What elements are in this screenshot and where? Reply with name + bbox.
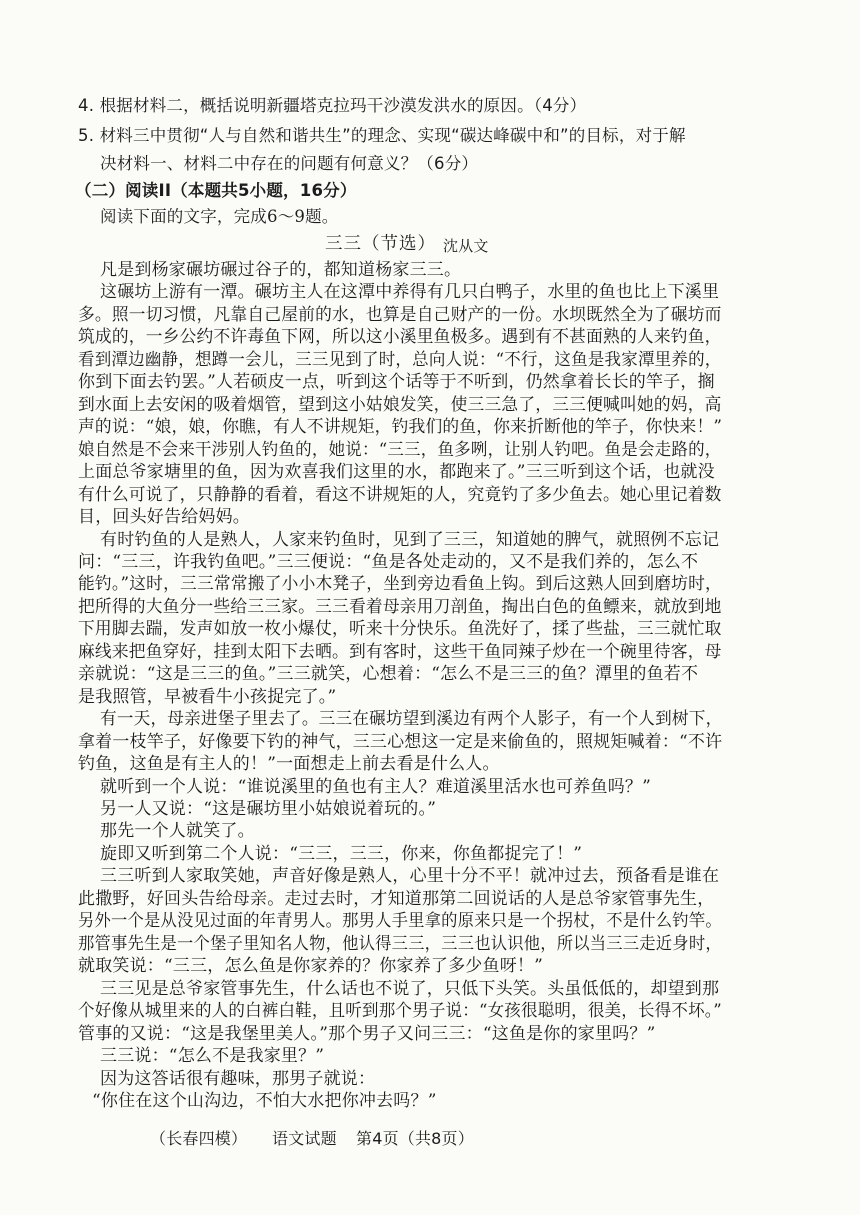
body-line: 就听到一个人说：“谁说溪里的鱼也有主人？难道溪里活水也可养鱼吗？” [100, 777, 651, 797]
body-line: 你到下面去钓罢。”人若硕皮一点，听到这个话等于不听到，仍然拿着长长的竿子，搁 [78, 372, 715, 392]
body-line: 下用脚去踹，发声如放一枚小爆仗，听来十分快乐。鱼洗好了，揉了些盐，三三就忙取 [78, 619, 722, 639]
body-line: 钓鱼，这鱼是有主人的！”一面想走上前去看是什么人。 [78, 754, 500, 774]
section-heading: （二）阅读II（本题共5小题，16分） [75, 181, 357, 200]
body-line: 到水面上去安闲的吸着烟管，望到这小姑娘发笑，使三三急了，三三便喊叫她的妈，高 [78, 395, 722, 415]
body-line: 多。照一切习惯，凡靠自己屋前的水，也算是自己财产的一份。水坝既然全为了碾坊而 [78, 305, 722, 325]
body-line: 另外一个是从没见过面的年青男人。那男人手里拿的原来只是一个拐杖，不是什么钓竿。 [78, 911, 722, 931]
body-line: 麻线来把鱼穿好，挂到太阳下去晒。到有客时，这些干鱼同辣子炒在一个碗里待客，母 [78, 642, 722, 662]
body-line: 看到潭边幽静，想蹲一会儿，三三见到了时，总向人说：“不行，这鱼是我家潭里养的， [78, 350, 722, 370]
body-line: 筑成的，一乡公约不许毒鱼下网，所以这小溪里鱼极多。遇到有不甚面熟的人来钓鱼， [78, 327, 722, 347]
body-line: 把所得的大鱼分一些给三三家。三三看着母亲用刀剖鱼，掏出白色的鱼鳔来，就放到地 [78, 597, 722, 617]
body-line: 凡是到杨家碾坊碾过谷子的，都知道杨家三三。 [100, 260, 462, 280]
body-line: 那管事先生是一个堡子里知名人物，他认得三三，三三也认识他，所以当三三走近身时， [78, 934, 722, 954]
question-4: 4. 根据材料二，概括说明新疆塔克拉玛干沙漠发洪水的原因。（4分） [78, 96, 587, 115]
section-instruction: 阅读下面的文字，完成6～9题。 [100, 207, 339, 226]
body-line: 此撒野，好回头告给母亲。走过去时，才知道那第二回说话的人是总爷家管事先生， [78, 889, 715, 909]
article-title: 三三（节选） [325, 234, 436, 254]
body-line: 娘自然是不会来干涉别人钓鱼的，她说：“三三，鱼多咧，让别人钓吧。鱼是会走路的， [78, 440, 722, 460]
body-line: 能钓。”这时，三三常常搬了小小木凳子，坐到旁边看鱼上钩。到后这熟人回到磨坊时， [78, 574, 722, 594]
body-line: 三三听到人家取笑她，声音好像是熟人，心里十分不平！就冲过去，预备看是谁在 [100, 866, 720, 886]
body-line: 问：“三三，许我钓鱼吧。”三三便说：“鱼是各处走动的，又不是我们养的，怎么不 [78, 552, 699, 572]
question-5-line-1: 5. 材料三中贯彻“人与自然和谐共生”的理念、实现“碳达峰碳中和”的目标，对于解 [78, 126, 686, 145]
body-line: “你住在这个山沟边，不怕大水把你冲去吗？” [92, 1091, 437, 1111]
body-line: 拿着一枝竿子，好像要下钓的神气，三三心想这一定是来偷鱼的，照规矩喊着：“不许 [78, 732, 723, 752]
body-line: 旋即又听到第二个人说：“三三，三三，你来，你鱼都捉完了！” [100, 844, 583, 864]
body-line: 有时钓鱼的人是熟人，人家来钓鱼时，见到了三三，知道她的脾气，就照例不忘记 [100, 530, 720, 550]
body-line: 目，回头好告给妈妈。 [78, 507, 250, 527]
body-line: 亲就说：“这是三三的鱼。”三三就笑，心想着：“怎么不是三三的鱼？潭里的鱼若不 [78, 664, 699, 684]
body-line: 因为这答话很有趣味，那男子就说： [100, 1069, 376, 1089]
body-line: 三三见是总爷家管事先生，什么话也不说了，只低下头笑。头虽低低的，却望到那 [100, 979, 720, 999]
body-line: 另一人又说：“这是碾坊里小姑娘说着玩的。” [100, 799, 437, 819]
body-line: 声的说：“娘，娘，你瞧，有人不讲规矩，钓我们的鱼，你来折断他的竿子，你快来！” [78, 417, 723, 437]
body-line: 管事的又说：“这是我堡里美人。”那个男子又问三三：“这鱼是你的家里吗？” [78, 1024, 656, 1044]
question-5-line-2: 决材料一、材料二中存在的问题有何意义？（6分） [100, 154, 479, 173]
body-line: 就取笑说：“三三，怎么鱼是你家养的？你家养了多少鱼呀！” [78, 956, 543, 976]
body-line: 那先一个人就笑了。 [100, 821, 255, 841]
body-line: 有一天，母亲进堡子里去了。三三在碾坊望到溪边有两个人影子，有一个人到树下， [100, 709, 723, 729]
footer-subject: 语文试题 [272, 1129, 337, 1148]
body-line: 这碾坊上游有一潭。碾坊主人在这潭中养得有几只白鸭子，水里的鱼也比上下溪里 [100, 282, 720, 302]
body-line: 上面总爷家塘里的鱼，因为欢喜我们这里的水，都跑来了。”三三听到这个话，也就没 [78, 462, 715, 482]
body-line: 三三说：“怎么不是我家里？” [100, 1046, 325, 1066]
footer-exam-name: （长春四模） [150, 1129, 248, 1148]
footer-page-number: 第4页（共8页） [356, 1129, 474, 1148]
body-line: 个好像从城里来的人的白裤白鞋，且听到那个男子说：“女孩很聪明，很美，长得不坏。” [78, 1001, 722, 1021]
body-line: 有什么可说了，只静静的看着，看这不讲规矩的人，究竟钓了多少鱼去。她心里记着数 [78, 485, 722, 505]
body-line: 是我照管，早被看牛小孩捉完了。” [78, 687, 337, 707]
article-author: 沈从文 [443, 237, 489, 255]
